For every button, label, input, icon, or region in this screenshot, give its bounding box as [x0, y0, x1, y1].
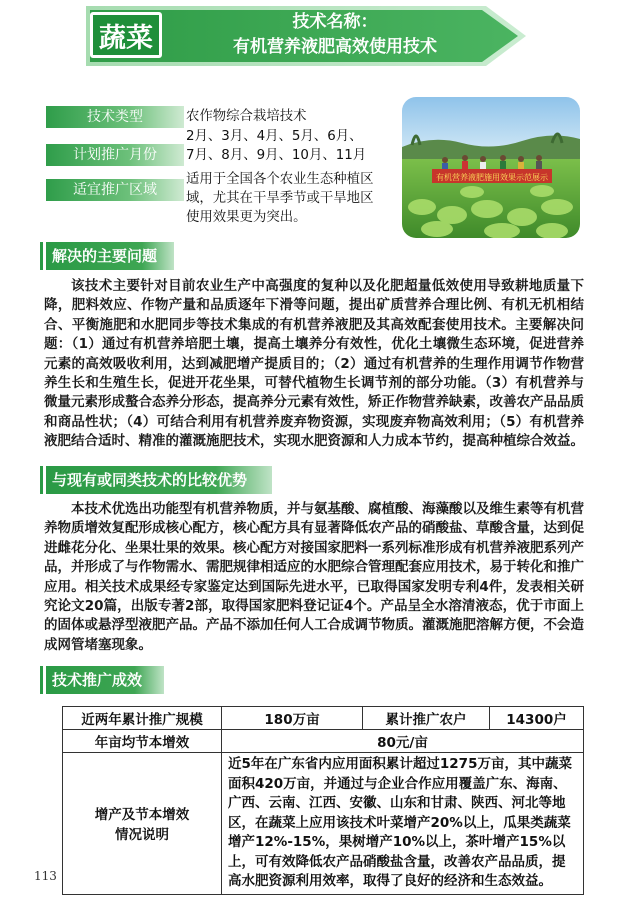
advantage-paragraph: 本技术优选出功能型有机营养物质，并与氨基酸、腐植酸、海藻酸以及维生素等有机营养物质增效复配形成核心配方，核心配方具有显著降低农产品的硝酸盐、草酸含量，达到促进雌花分化、坐果壮果的效果。核心配方对接国家肥料一系列标准形成有机营养液肥系列产品，并形成了与作物需水、需肥规律相适应的水肥综合管理配套应用技术，易于转化和推广应用。相关技术成果经专家鉴定达到国际先进水平，已取得国家发明专利4件，发表相关研究论文20篇，出版专著2部，取得国家肥料登记证4个。产品呈全水溶清液态，优于市面上的固体或悬浮型液肥产品。产品不添加任何人工合成调节物质。灌溉施肥溶解方便，不会造成网管堵塞现象。: [44, 501, 584, 653]
table-cell-label: 近两年累计推广规模: [63, 707, 222, 730]
table-row: [63, 730, 584, 753]
table-row: [63, 707, 584, 730]
section-header-problems: 解决的主要问题: [46, 242, 174, 270]
region-label: 适宜推广区域: [46, 179, 184, 201]
table-cell-label: 累计推广农户: [363, 707, 490, 730]
problems-paragraph: 该技术主要针对目前农业生产中高强度的复种以及化肥超量低效使用导致耕地质量下降，肥料效应、作物产量和品质逐年下滑等问题，提出矿质营养合理比例、有机无机相结合、平衡施肥和水肥同步等技术集成的有机营养液肥及其高效配套使用技术。主要解决问题：（1）通过有机营养培肥土壤，提高土壤养分有效性，优化土壤微生态环境，促进营养元素的高效吸收利用，达到减肥增产提质目的；（2）通过有机营养的生理作用调节作物营养生长和生殖生长，促进开花坐果，可替代植物生长调节剂的部分功能。（3）有机营养与微量元素形成螯合态养分形态，提高养分元素有效性，矫正作物营养缺素，改善农产品品质和商品性状；（4）可结合利用有机营养废弃物资源，实现废弃物高效利用；（5）有机营养液肥结合适时、精准的灌溉施肥技术，实现水肥资源和人力成本节约，提高种植综合效益。: [44, 278, 584, 450]
months-line: 7月、8月、9月、10月、11月: [186, 148, 367, 163]
tech-type-label: 技术类型: [46, 106, 184, 128]
tech-title-name: 有机营养液肥高效使用技术: [233, 37, 437, 57]
region-line: 域，尤其在干旱季节或干旱地区: [186, 191, 374, 206]
table-cell-description: 近5年在广东省内应用面积累计超过1275万亩，其中蔬菜面积420万亩，并通过与企业合作应用覆盖广东、海南、广西、云南、江西、安徽、山东和甘肃、陕西、河北等地区，在蔬菜上应用该技术叶菜增产20%以上，瓜果类蔬菜增产12%-15%，果树增产10%以上，茶叶增产15%以上，可有效降低农产品硝酸盐含量，改善农产品品质，提高水肥资源利用效率，取得了良好的经济和生态效益。: [222, 753, 584, 895]
tech-type-value: 农作物综合栽培技术: [186, 109, 307, 124]
region-value: [186, 170, 373, 227]
region-line: 使用效果更为突出。: [186, 210, 307, 225]
months-value: [186, 127, 366, 165]
region-line: 适用于全国各个农业生态种植区: [186, 172, 374, 187]
table-cell-value: 14300户: [490, 707, 584, 730]
table-cell-label-line: 增产及节本增效: [94, 807, 190, 824]
tech-title: [170, 10, 500, 60]
field-photo: [402, 97, 580, 238]
table-cell-label: 年亩均节本增效: [63, 730, 222, 753]
section-header-advantage: 与现有或同类技术的比较优势: [46, 466, 272, 494]
field-photo-icon: [402, 97, 580, 238]
months-label: 计划推广月份: [46, 144, 184, 166]
results-table: [62, 706, 584, 895]
page-number: 113: [34, 869, 57, 883]
table-cell-label: [63, 753, 222, 895]
tech-title-prefix: 技术名称：: [292, 12, 378, 32]
photo-banner-text: 有机营养液肥施用效果示范展示: [436, 173, 548, 182]
table-row: [63, 753, 584, 895]
table-cell-value: 80元/亩: [222, 730, 584, 753]
category-label: 蔬菜: [90, 12, 162, 58]
months-line: 2月、3月、4月、5月、6月、: [186, 129, 363, 144]
section-header-results: 技术推广成效: [46, 666, 164, 694]
table-cell-value: 180万亩: [222, 707, 363, 730]
table-cell-label-line: 情况说明: [115, 827, 169, 844]
